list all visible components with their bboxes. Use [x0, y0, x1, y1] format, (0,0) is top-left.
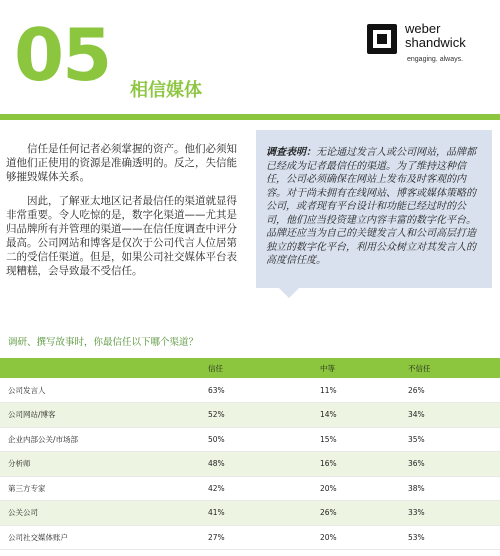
table-cell: 52% — [200, 403, 312, 428]
table-cell: 分析师 — [0, 452, 200, 477]
table-header-cell: 不信任 — [400, 358, 500, 378]
table-cell: 34% — [400, 403, 500, 428]
table-cell: 公司发言人 — [0, 378, 200, 403]
logo-tagline: engaging. always. — [407, 56, 464, 63]
table-row — [0, 525, 500, 550]
table-cell: 63% — [200, 378, 312, 403]
header-rule — [0, 114, 500, 120]
table-row — [0, 427, 500, 452]
table-header-cell: 中等 — [312, 358, 400, 378]
section-number: 05 — [14, 13, 111, 97]
body-text — [6, 142, 244, 288]
table-cell: 26% — [312, 501, 400, 526]
table-cell: 35% — [400, 427, 500, 452]
table-cell: 公司网站/博客 — [0, 403, 200, 428]
table-cell: 26% — [400, 378, 500, 403]
body-paragraph-1: 信任是任何记者必须掌握的资产。他们必须知道他们正使用的资源是准确透明的。反之，失信能够摧毁媒体关系。 — [6, 143, 237, 183]
table-cell: 48% — [200, 452, 312, 477]
table-cell: 16% — [312, 452, 400, 477]
table-cell: 50% — [200, 427, 312, 452]
table-cell: 41% — [200, 501, 312, 526]
table-row — [0, 452, 500, 477]
table-cell: 27% — [200, 525, 312, 550]
table-cell: 20% — [312, 476, 400, 501]
survey-callout — [256, 130, 492, 288]
table-header-cell: 信任 — [200, 358, 312, 378]
callout-lead: 调查表明： — [266, 147, 316, 158]
table-cell: 42% — [200, 476, 312, 501]
logo-line1: weber — [405, 21, 441, 36]
logo-mark-icon — [367, 24, 397, 54]
table-cell: 第三方专家 — [0, 476, 200, 501]
table-cell: 20% — [312, 525, 400, 550]
body-paragraph-2: 因此，了解亚太地区记者最信任的渠道就显得非常重要。令人吃惊的是，数字化渠道——尤其是归品牌所有并管理的渠道——在信任度调查中评分最高。公司网站和博客是仅次于公司代言人位居第二的受信任渠道。但是，如果公司社交媒体平台表现糟糕，会导致最不受信任。 — [6, 195, 237, 277]
table-row — [0, 501, 500, 526]
table-row — [0, 378, 500, 403]
callout-pointer — [279, 288, 299, 298]
table-cell: 33% — [400, 501, 500, 526]
logo-line2: shandwick — [405, 35, 466, 50]
callout-text: 无论通过发言人或公司网站，品牌都已经成为记者最信任的渠道。为了维持这种信任，公司必须确保在网站上发布及时客观的内容。对于尚未拥有在线网站、博客或媒体策略的公司，或者现有平台设计和功能已经过时的公司，他们应当投资建立内容丰富的数字化平台。品牌还应当为自己的关键发言人和公司高层打造独立的数字化平台，利用公众树立对其发言人的高度信任度。 — [266, 147, 476, 266]
logo-wordmark — [405, 22, 466, 50]
company-logo — [367, 22, 482, 74]
table-header-row — [0, 358, 500, 378]
table-header-cell — [0, 358, 200, 378]
table-cell: 38% — [400, 476, 500, 501]
table-row — [0, 476, 500, 501]
table-cell: 36% — [400, 452, 500, 477]
trust-table — [0, 358, 500, 550]
table-cell: 14% — [312, 403, 400, 428]
section-title: 相信媒体 — [130, 80, 202, 101]
table-cell: 11% — [312, 378, 400, 403]
table-cell: 53% — [400, 525, 500, 550]
table-cell: 15% — [312, 427, 400, 452]
table-cell: 企业内部公关/市场部 — [0, 427, 200, 452]
table-cell: 公司社交媒体账户 — [0, 525, 200, 550]
survey-question: 调研、撰写故事时，你最信任以下哪个渠道？ — [8, 337, 199, 348]
table-cell: 公关公司 — [0, 501, 200, 526]
table-row — [0, 403, 500, 428]
